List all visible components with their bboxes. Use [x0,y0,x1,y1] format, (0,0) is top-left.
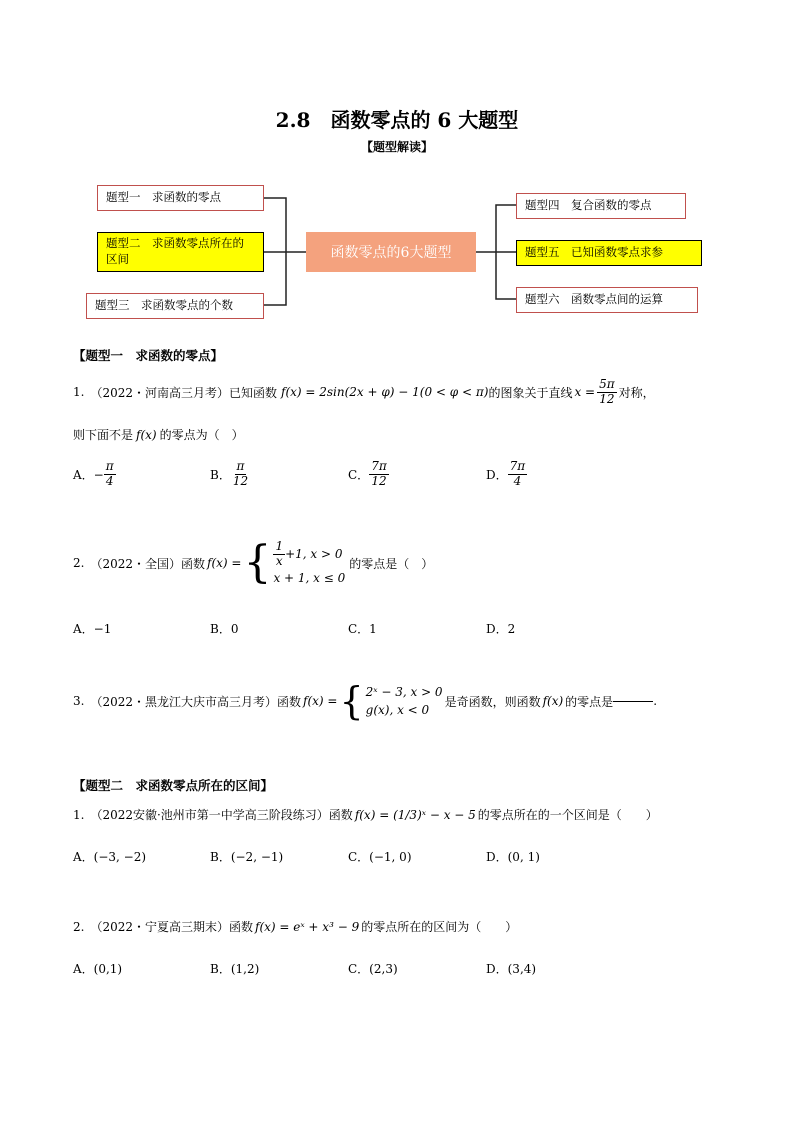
page-title: 2.8 函数零点的 6 大题型 [275,108,519,132]
mindmap-node-type5: 题型五 已知函数零点求参 [516,240,702,266]
question-text-tail: 对称， [618,385,655,400]
function-expression: f(x) = 2sin(2x + φ) − 1(0 < φ < π) [281,385,489,400]
option-b[interactable]: B．(−2, −1) [210,850,284,864]
question-1-1 [73,378,733,407]
option-d[interactable]: D．2 [486,622,516,636]
option-a[interactable]: A．− $\frac{\pi}{4}$ [73,459,114,488]
mindmap-node-type6: 题型六 函数零点间的运算 [516,287,698,313]
section-heading-1: 【题型一 求函数的零点】 [73,348,224,363]
option-b[interactable]: B．0 [210,622,239,636]
option-b[interactable]: B． $\frac{\pi}{12}$ [210,459,249,488]
option-c[interactable]: C．(−1, 0) [348,850,412,864]
fraction: $\frac{5\pi}{12}$ [599,377,615,406]
question-1-3: 3. （2022・黑龙江大庆市高三月考）函数 f(x) = { 2ˣ − 3, x > 0 g(x), x < 0 是奇函数，则函数 f(x) 的零点是 . [73,679,658,723]
mindmap-node-type4: 题型四 复合函数的零点 [516,193,686,219]
mindmap-node-type2: 题型二 求函数零点所在的区间 [97,232,264,272]
question-text: 的图象关于直线 [488,385,573,400]
question-1-1-line2: 则下面不是 f(x) 的零点为（ ） [73,428,244,442]
question-1-2: 2. （2022・全国）函数 f(x) = { $\frac{1}{x}$ +1, x > 0 x + 1, x ≤ 0 的零点是（ ） [73,537,434,589]
option-a[interactable]: A．−1 [73,622,112,636]
question-number: 1. [73,385,85,400]
piecewise-function: { $\frac{1}{x}$ +1, x > 0 x + 1, x ≤ 0 [243,537,346,589]
piecewise-function: { 2ˣ − 3, x > 0 g(x), x < 0 [339,679,443,723]
option-c[interactable]: C．1 [348,622,377,636]
option-d[interactable]: D． $\frac{7\pi}{4}$ [486,459,526,488]
option-d[interactable]: D．(3,4) [486,962,537,976]
answer-blank[interactable] [613,701,653,702]
line-equation: x = [574,385,596,400]
section-heading-2: 【题型二 求函数零点所在的区间】 [73,778,274,793]
option-a[interactable]: A．(0,1) [73,962,123,976]
option-a[interactable]: A．(−3, −2) [73,850,147,864]
mindmap-node-type1: 题型一 求函数的零点 [97,185,264,211]
option-b[interactable]: B．(1,2) [210,962,260,976]
page-subtitle: 【题型解读】 [360,140,433,154]
mindmap-center: 函数零点的6大题型 [306,232,476,272]
question-source: （2022・河南高三月考）已知函数 [90,385,277,400]
option-d[interactable]: D．(0, 1) [486,850,540,864]
option-c[interactable]: C． $\frac{7\pi}{12}$ [348,459,387,488]
question-2-2: 2. （2022・宁夏高三期末）函数 f(x) = eˣ + x³ − 9 的零点所在的区间为（ ） [73,919,518,934]
mindmap-node-type3: 题型三 求函数零点的个数 [86,293,264,319]
option-c[interactable]: C．(2,3) [348,962,398,976]
question-2-1: 1. （2022安徽·池州市第一中学高三阶段练习）函数 f(x) = (1/3)ˣ − x − 5 的零点所在的一个区间是（ ） [73,807,658,822]
